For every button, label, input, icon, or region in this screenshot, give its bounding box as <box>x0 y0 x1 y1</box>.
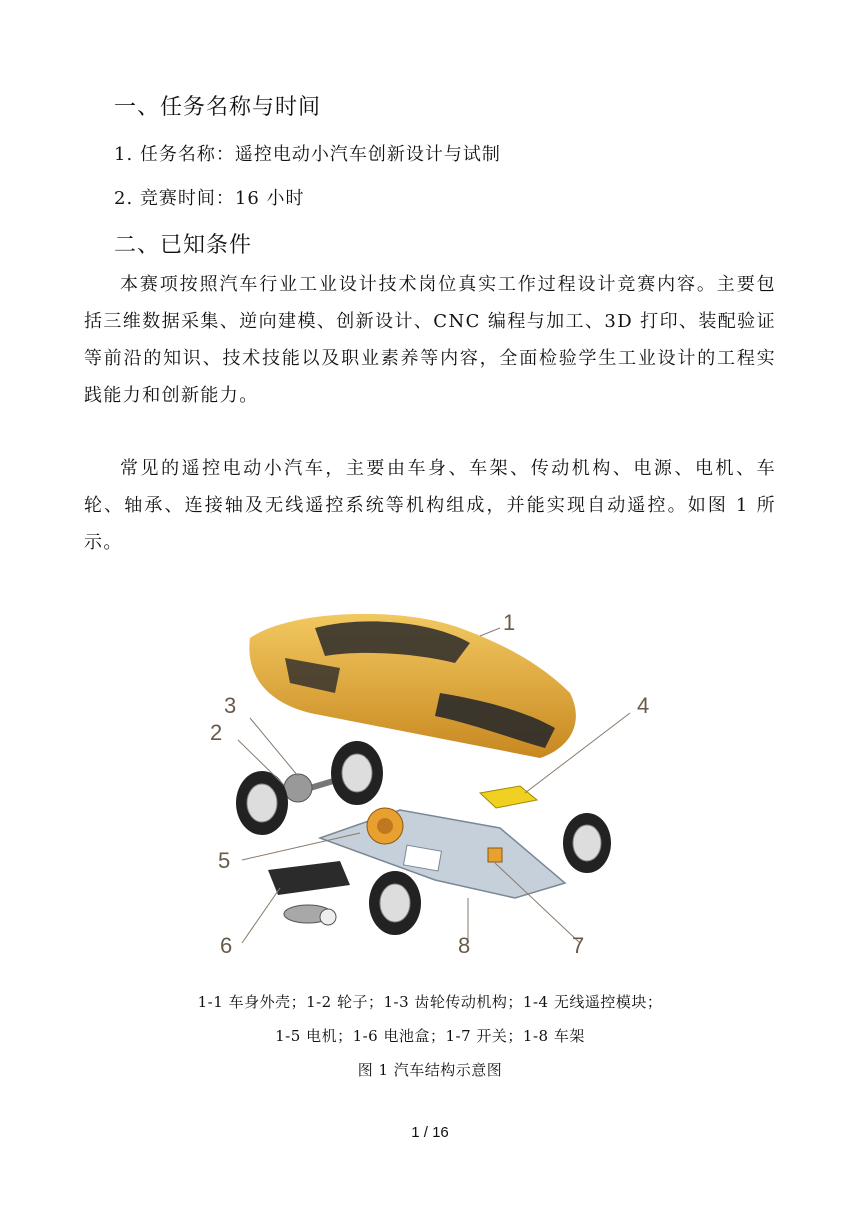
page-number: 1 / 16 <box>411 1124 449 1141</box>
car-body-shell <box>249 614 576 758</box>
callout-4: 4 <box>637 693 650 718</box>
callout-1: 1 <box>503 610 516 635</box>
section1-heading: 一、任务名称与时间 <box>114 95 322 120</box>
task-name-item: 1. 任务名称：遥控电动小汽车创新设计与试制 <box>114 144 501 165</box>
car-description-paragraph: 常见的遥控电动小汽车，主要由车身、车架、传动机构、电源、电机、车轮、轴承、连接轴及无线遥控系统等机构组成，并能实现自动遥控。如图 1 所示。 <box>84 458 776 553</box>
callout-8: 8 <box>458 933 471 958</box>
battery-box <box>268 861 350 925</box>
section2-heading: 二、已知条件 <box>114 233 253 258</box>
remote-module <box>480 786 537 808</box>
switch <box>488 848 502 862</box>
figure-title: 图 1 汽车结构示意图 <box>357 1061 503 1079</box>
wheel-front-left <box>236 771 288 835</box>
chassis-frame <box>320 810 565 898</box>
car-structure-figure <box>200 598 680 978</box>
callout-6: 6 <box>220 933 233 958</box>
intro-paragraph: 本赛项按照汽车行业工业设计技术岗位真实工作过程设计竞赛内容。主要包括三维数据采集、逆向建模、创新设计、CNC 编程与加工、3D 打印、装配验证等前沿的知识、技术技能以及职业素养等内容，全面检验学生工业设计的工程实践能力和创新能力。 <box>84 274 776 406</box>
wheel-rear-left <box>369 871 421 935</box>
callout-5: 5 <box>218 848 231 873</box>
callout-2: 2 <box>210 720 223 745</box>
figure-legend-line2: 1-5 电机；1-6 电池盒；1-7 开关；1-8 车架 <box>275 1027 585 1045</box>
figure-legend-line1: 1-1 车身外壳；1-2 轮子；1-3 齿轮传动机构；1-4 无线遥控模块； <box>197 993 663 1011</box>
callout-7: 7 <box>572 933 585 958</box>
competition-time-item: 2. 竞赛时间：16 小时 <box>114 188 305 209</box>
motor <box>367 808 403 844</box>
wheel-rear-right <box>563 813 611 873</box>
wheel-front-right <box>331 741 383 805</box>
callout-3: 3 <box>224 693 237 718</box>
